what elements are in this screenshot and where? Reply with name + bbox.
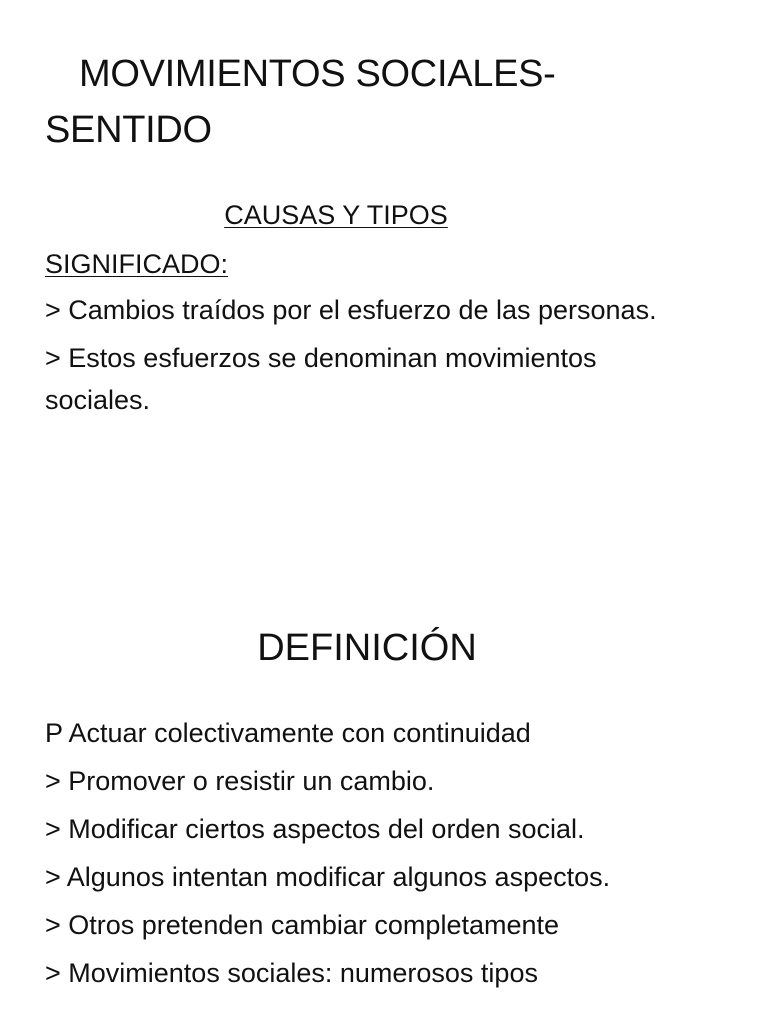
list-item: > Promover o resistir un cambio. bbox=[45, 766, 435, 796]
page-title bbox=[45, 46, 685, 158]
list-item: > Movimientos sociales: numerosos tipos bbox=[45, 958, 538, 988]
page-subtitle: CAUSAS Y TIPOS bbox=[224, 200, 448, 230]
list-item: P Actuar colectivamente con continuidad bbox=[45, 718, 531, 748]
page-title-line-1: MOVIMIENTOS SOCIALES- bbox=[79, 53, 556, 95]
list-item: > Cambios traídos por el esfuerzo de las personas. bbox=[45, 295, 657, 325]
definicion-list bbox=[45, 712, 705, 1000]
significado-list bbox=[45, 289, 705, 427]
list-item: > Algunos intentan modificar algunos aspectos. bbox=[45, 862, 611, 892]
list-item: > Otros pretenden cambiar completamente bbox=[45, 910, 560, 940]
definicion-heading: DEFINICIÓN bbox=[257, 627, 477, 669]
list-item: > Estos esfuerzos se denominan movimientos sociales. bbox=[45, 343, 597, 415]
list-item: > Modificar ciertos aspectos del orden social. bbox=[45, 814, 585, 844]
page-title-line-2: SENTIDO bbox=[45, 109, 212, 151]
significado-label: SIGNIFICADO: bbox=[45, 249, 229, 279]
